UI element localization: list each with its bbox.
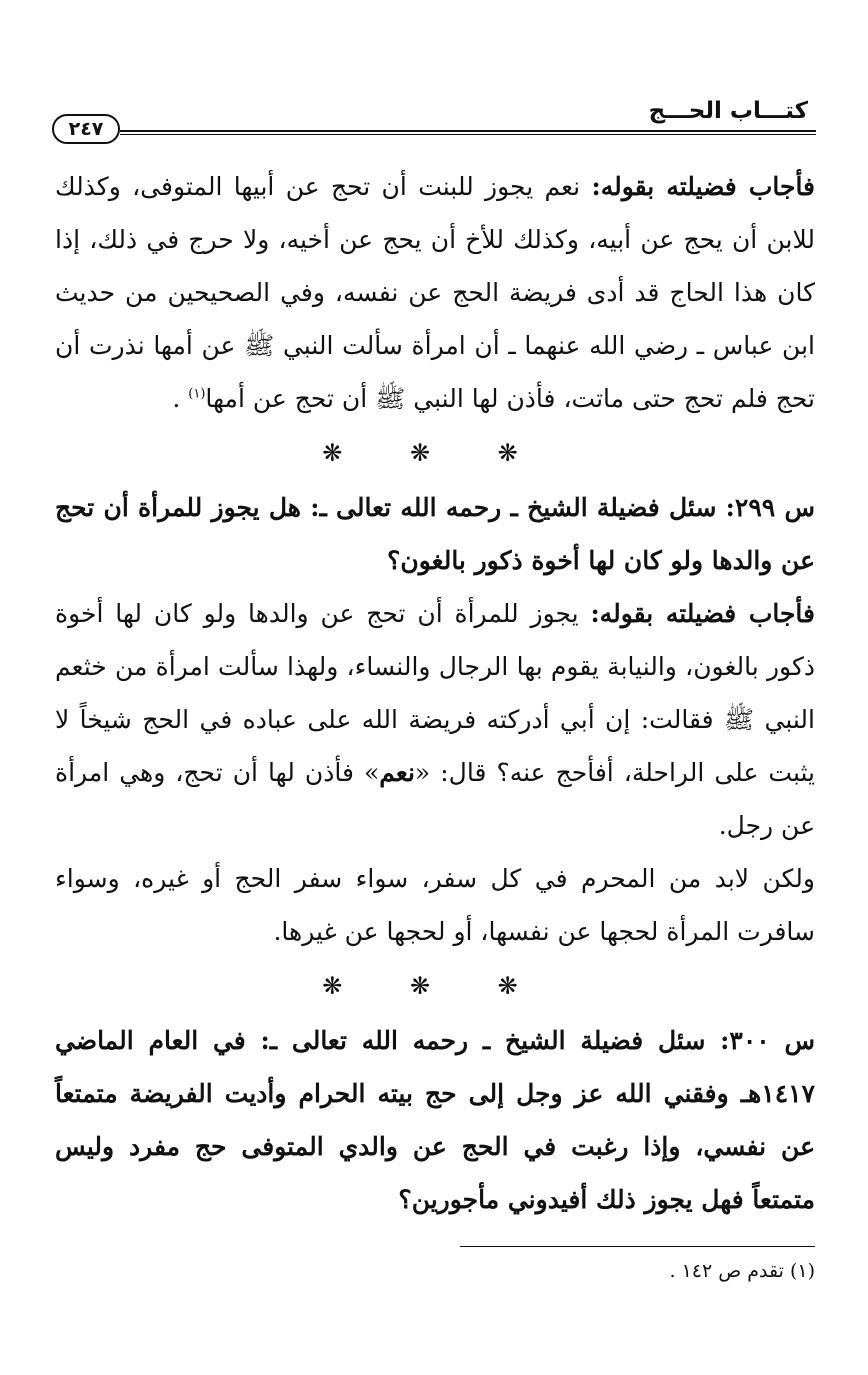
question-299: س ٢٩٩: سئل فضيلة الشيخ ـ رحمه الله تعالى ـ: هل يجوز للمرأة أن تحج عن والدها ولو كان لها أخوة ذكور بالغون؟: [55, 493, 815, 575]
answer-lead: فأجاب فضيلته بقوله:: [591, 172, 816, 201]
running-title: كتـــاب الحـــج: [648, 98, 808, 124]
quoted-reply: نعم: [379, 758, 415, 787]
page-header: [52, 98, 816, 148]
section-separator: ❋ ❋ ❋: [322, 439, 548, 467]
footnote-rule: [460, 1246, 815, 1247]
question-300: س ٣٠٠: سئل فضيلة الشيخ ـ رحمه الله تعالى ـ: في العام الماضي ١٤١٧هـ وفقني الله عز وجل إلى حج بيته الحرام وأديت الفريضة متمتعاً عن نفسي، وإذا رغبت في الحج عن والدي المتوفى حج مفرد وليس متمتعاً فهل يجوز ذلك أفيدوني مأجورين؟: [55, 1026, 815, 1214]
answer-end: .: [172, 384, 189, 413]
answer-text-continued: » فأذن لها أن تحج، وهي امرأة عن رجل.: [55, 758, 815, 840]
header-rule: [120, 130, 816, 135]
answer-paragraph-299-cont: ولكن لابد من المحرم في كل سفر، سواء سفر الحج أو غيره، وسواء سافرت المرأة لحجها عن نفسها، أو لحجها عن غيرها.: [55, 864, 815, 946]
answer-text: يجوز للمرأة أن تحج عن والدها ولو كان لها أخوة ذكور بالغون، والنيابة يقوم بها الرجال والنساء، ولهذا سألت امرأة من خثعم النبي ﷺ فقالت: إن أبي أدركته فريضة الله على عباده في الحج شيخاً لا يثبت على الراحلة، أفأحج عنه؟ قال: «: [55, 599, 815, 787]
section-separator: ❋ ❋ ❋: [322, 972, 548, 1000]
answer-paragraph-299: [55, 587, 815, 852]
answer-paragraph-298: [55, 160, 815, 425]
answer-text: نعم يجوز للبنت أن تحج عن أبيها المتوفى، وكذلك للابن أن يحج عن أبيه، وكذلك للأخ أن يحج عن أخيه، ولا حرج في ذلك، إذا كان هذا الحاج قد أدى فريضة الحج عن نفسه، وفي الصحيحين من حديث ابن عباس ـ رضي الله عنهما ـ أن امرأة سألت النبي ﷺ عن أمها نذرت أن تحج فلم تحج حتى ماتت، فأذن لها النبي ﷺ أن تحج عن أمها: [55, 172, 815, 413]
footnote-reference: (١): [188, 386, 206, 402]
page-body: [55, 160, 815, 1226]
footnote: (١) تقدم ص ١٤٢ .: [669, 1260, 815, 1282]
answer-lead: فأجاب فضيلته بقوله:: [590, 599, 816, 628]
page-number: ٢٤٧: [52, 114, 120, 144]
